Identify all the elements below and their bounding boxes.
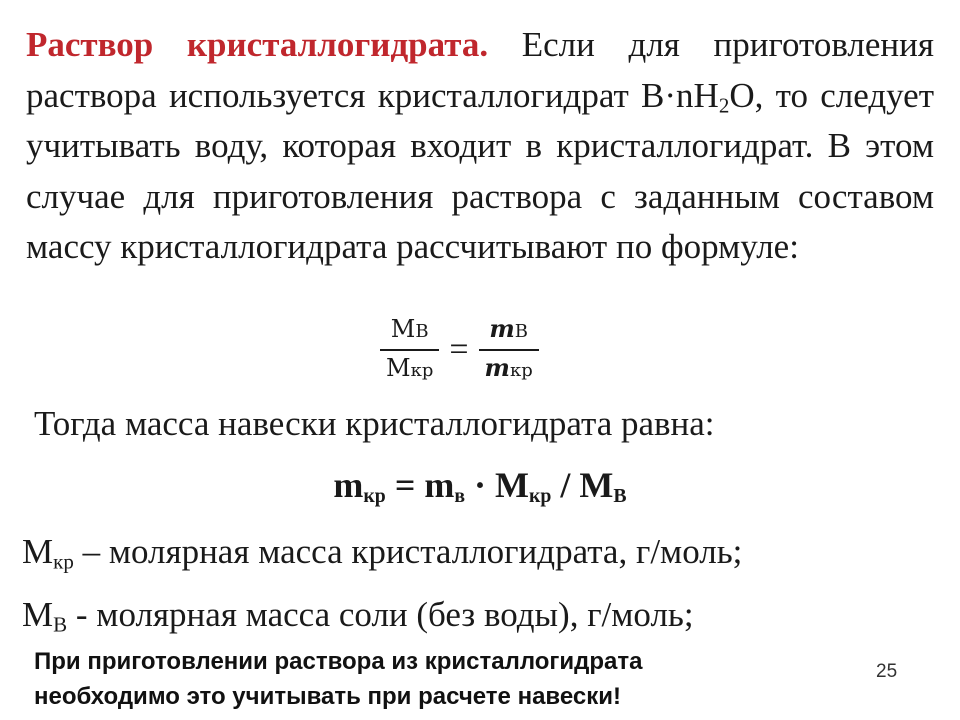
then-line: Тогда масса навески кристаллогидрата равна: bbox=[34, 404, 715, 443]
warning-note bbox=[34, 644, 794, 714]
page-number: 25 bbox=[876, 661, 898, 682]
paragraph-text-part1: Если для приготовления раствора используется кристаллогидрат B·nH bbox=[26, 25, 934, 115]
heading-term: Раствор кристаллогидрата. bbox=[26, 25, 489, 64]
denominator-mkr: Мкр bbox=[386, 353, 434, 382]
denominator-mass-kr: mкр bbox=[484, 352, 533, 382]
equals-sign: = bbox=[449, 331, 469, 368]
numerator-mass-b: mВ bbox=[489, 314, 528, 344]
mass-ratio bbox=[479, 312, 539, 388]
definition-mb: $М_В$ - молярная масса соли (без воды), г/моль; bbox=[22, 595, 694, 637]
mass-formula: $m_{кр} = m_в \cdot M_{кр} / M_B$ bbox=[333, 465, 627, 507]
intro-paragraph bbox=[26, 20, 934, 273]
formula-subscript: 2 bbox=[718, 92, 730, 117]
note-line-1: При приготовлении раствора из кристаллогидрата bbox=[34, 648, 643, 675]
molar-mass-ratio bbox=[380, 312, 439, 388]
paragraph-text-part2: O, то следует учитывать воду, которая входит в кристаллогидрат. В этом случае для приготовления раствора с заданным составом массу кристаллогидрата рассчитывают по формуле: bbox=[26, 75, 934, 266]
numerator-mb: МВ bbox=[390, 315, 429, 344]
ratio-formula bbox=[380, 308, 539, 392]
note-line-2: необходимо это учитывать при расчете навески! bbox=[34, 683, 621, 710]
definition-mkr: $М_{кр}$ – молярная масса кристаллогидрата, г/моль; bbox=[22, 532, 743, 574]
